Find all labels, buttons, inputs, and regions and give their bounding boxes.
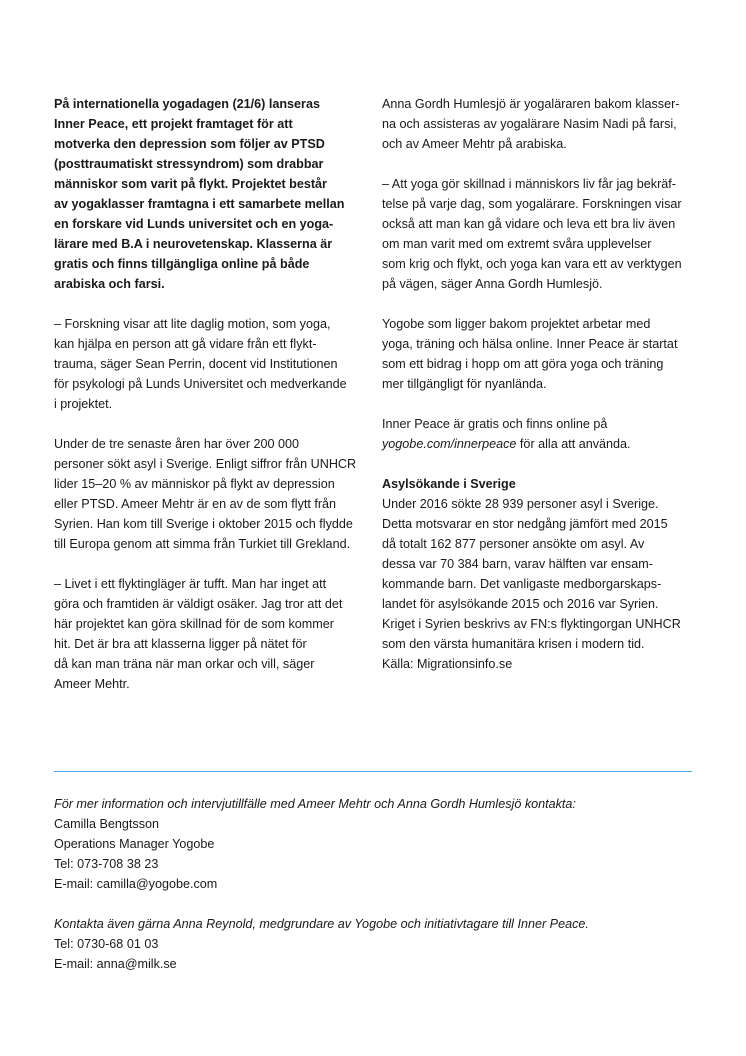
paragraph-mehtr-quote	[54, 574, 372, 694]
text-line: mer tillgängligt för nyanlända.	[382, 377, 547, 391]
text-line: för psykologi på Lunds Universitet och medverkande	[54, 377, 347, 391]
text-fragment: för alla att använda.	[516, 437, 631, 451]
text-line: som ett bidrag i hopp om att göra yoga och träning	[382, 357, 664, 371]
text-line: som den värsta humanitära krisen i modern tid.	[382, 637, 645, 651]
text-line: arabiska och farsi.	[54, 277, 165, 291]
lead-paragraph	[54, 94, 372, 294]
text-line: lider 15–20 % av människor på flykt av depression	[54, 477, 335, 491]
divider-line	[54, 771, 692, 772]
paragraph-perrin-quote	[54, 314, 372, 414]
text-line: eller PTSD. Ameer Mehtr är en av de som flytt från	[54, 497, 337, 511]
text-line: (posttraumatiskt stressyndrom) som drabbar	[54, 157, 324, 171]
text-line: – Forskning visar att lite daglig motion, som yoga,	[54, 317, 331, 331]
text-line: Inner Peace, ett projekt framtaget för att	[54, 117, 293, 131]
section-heading-asylum: Asylsökande i Sverige	[382, 477, 516, 491]
contact-phone: Tel: 073-708 38 23	[54, 857, 159, 871]
text-line: Inner Peace är gratis och finns online på	[382, 417, 608, 431]
contact-title: Operations Manager Yogobe	[54, 837, 215, 851]
paragraph-asylum-facts	[382, 494, 696, 674]
text-line: här projektet kan göra skillnad för de som kommer	[54, 617, 334, 631]
paragraph-yogobe	[382, 314, 696, 394]
text-line	[382, 434, 696, 454]
contact-name: Camilla Bengtsson	[54, 817, 159, 831]
contact-phone: Tel: 0730-68 01 03	[54, 937, 159, 951]
left-column	[54, 94, 372, 714]
text-line: – Livet i ett flyktingläger är tufft. Man har inget att	[54, 577, 327, 591]
text-line: en forskare vid Lunds universitet och en yoga-	[54, 217, 334, 231]
text-line: Anna Gordh Humlesjö är yogaläraren bakom klasser-	[382, 97, 680, 111]
text-line: telse på varje dag, som yogalärare. Forskningen visar	[382, 197, 682, 211]
paragraph-teachers	[382, 94, 696, 154]
text-line: av yogaklasser framtagna i ett samarbete mellan	[54, 197, 345, 211]
text-line: lärare med B.A i neurovetenskap. Klasserna är	[54, 237, 333, 251]
text-line: kan hjälpa en person att gå vidare från ett flykt-	[54, 337, 317, 351]
text-line: Yogobe som ligger bakom projektet arbetar med	[382, 317, 651, 331]
text-line: personer sökt asyl i Sverige. Enligt siffror från UNHCR	[54, 457, 357, 471]
text-line: då totalt 162 877 personer ansökte om asyl. Av	[382, 537, 645, 551]
text-line: landet för asylsökande 2015 och 2016 var Syrien.	[382, 597, 659, 611]
text-line: Ameer Mehtr.	[54, 677, 130, 691]
text-line: na och assisteras av yogalärare Nasim Nadi på farsi,	[382, 117, 677, 131]
paragraph-availability	[382, 414, 696, 454]
text-line: trauma, säger Sean Perrin, docent vid Institutionen	[54, 357, 338, 371]
text-line: till Europa genom att simma från Turkiet till Grekland.	[54, 537, 351, 551]
contact-block-camilla	[54, 794, 694, 894]
text-line: På internationella yogadagen (21/6) lanseras	[54, 97, 320, 111]
text-line: som krig och flykt, och yoga kan vara ett av verktygen	[382, 257, 682, 271]
text-line: Syrien. Han kom till Sverige i oktober 2015 och flydde	[54, 517, 353, 531]
contact-block-anna	[54, 914, 694, 974]
text-line: om man varit med om extremt svåra upplevelser	[382, 237, 652, 251]
contact-email: E-mail: camilla@yogobe.com	[54, 877, 218, 891]
text-line: och av Ameer Mehtr på arabiska.	[382, 137, 567, 151]
text-line: gratis och finns tillgängliga online på både	[54, 257, 310, 271]
text-line: Källa: Migrationsinfo.se	[382, 657, 513, 671]
contact-intro: Kontakta även gärna Anna Reynold, medgrundare av Yogobe och initiativtagare till Inner Peace.	[54, 917, 589, 931]
text-line: Detta motsvarar en stor nedgång jämfört med 2015	[382, 517, 668, 531]
text-line: på vägen, säger Anna Gordh Humlesjö.	[382, 277, 603, 291]
text-line: dessa var 70 384 barn, varav hälften var ensam-	[382, 557, 653, 571]
text-line: Kriget i Syrien beskrivs av FN:s flyktingorgan UNHCR	[382, 617, 681, 631]
text-line: i projektet.	[54, 397, 113, 411]
paragraph-humlesjo-quote	[382, 174, 696, 294]
text-line: motverka den depression som följer av PTSD	[54, 137, 325, 151]
text-line: då kan man träna när man orkar och vill, säger	[54, 657, 315, 671]
text-line: Under 2016 sökte 28 939 personer asyl i Sverige.	[382, 497, 659, 511]
contact-email: E-mail: anna@milk.se	[54, 957, 177, 971]
text-line: också att man kan gå vidare och leva ett bra liv även	[382, 217, 676, 231]
text-line: kommande barn. Det vanligaste medborgarskaps-	[382, 577, 662, 591]
contact-intro: För mer information och intervjutillfälle med Ameer Mehtr och Anna Gordh Humlesjö kontakta:	[54, 797, 576, 811]
text-line: hit. Det är bra att klasserna ligger på nätet för	[54, 637, 307, 651]
text-line: – Att yoga gör skillnad i människors liv får jag bekräf-	[382, 177, 676, 191]
paragraph-asylum-stats	[54, 434, 372, 554]
innerpeace-link[interactable]: yogobe.com/innerpeace	[382, 437, 517, 451]
right-column	[382, 94, 696, 674]
text-line: yoga, träning och hälsa online. Inner Peace är startat	[382, 337, 678, 351]
text-line: människor som varit på flykt. Projektet består	[54, 177, 327, 191]
text-line: göra och framtiden är väldigt osäker. Jag tror att det	[54, 597, 343, 611]
text-line: Under de tre senaste åren har över 200 000	[54, 437, 300, 451]
